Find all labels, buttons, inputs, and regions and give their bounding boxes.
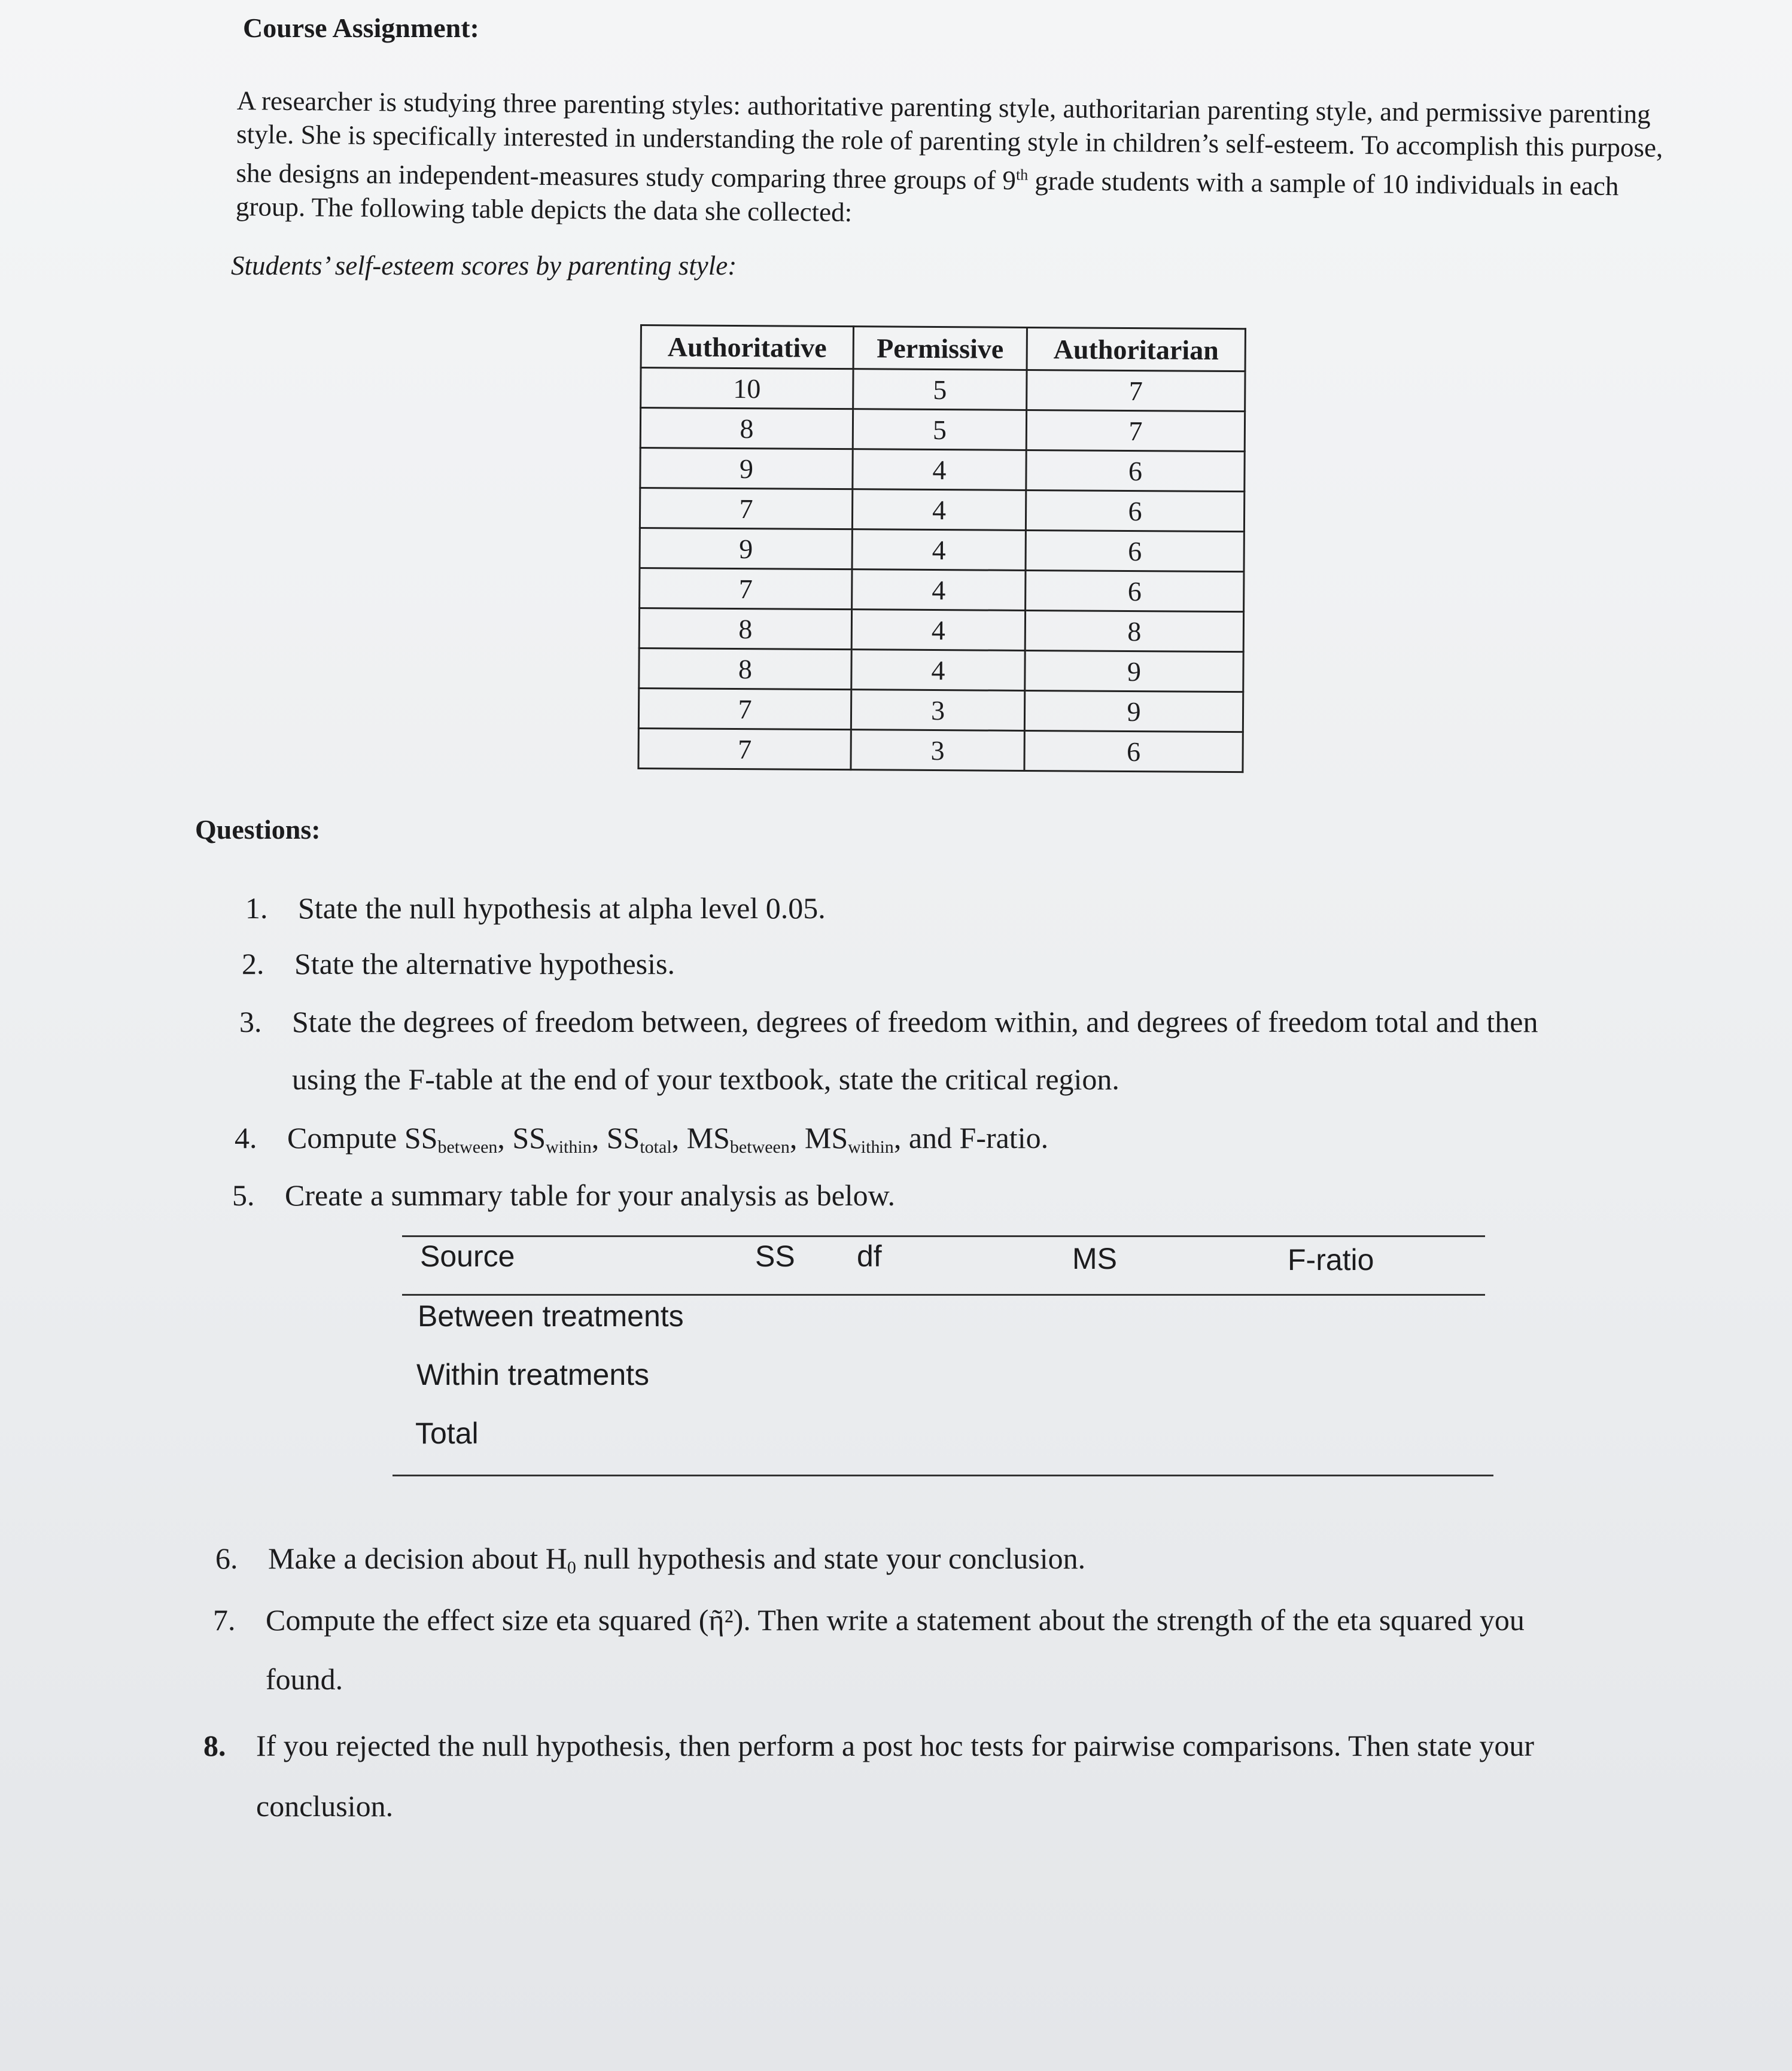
summary-header-ms: MS bbox=[1072, 1242, 1117, 1275]
intro-text-end: grade students with a sample of 10 individuals in each group. The following table depicts the data she collected: bbox=[235, 165, 1619, 227]
table-cell: 6 bbox=[1026, 450, 1245, 491]
question-text-end: null hypothesis and state your conclusion. bbox=[576, 1542, 1086, 1575]
question-text-line1: Compute the effect size eta squared (ῆ²). Then write a statement about the strength of the eta squared you bbox=[266, 1603, 1525, 1637]
intro-superscript: th bbox=[1015, 166, 1029, 184]
table-cell: 4 bbox=[851, 610, 1025, 651]
compute-text: Compute bbox=[287, 1121, 404, 1155]
summary-header-source: Source bbox=[420, 1239, 515, 1273]
summary-header-ss: SS bbox=[755, 1239, 795, 1273]
table-cell: 9 bbox=[640, 448, 853, 489]
table-cell: 7 bbox=[638, 728, 851, 769]
table-cell: 5 bbox=[853, 369, 1027, 410]
table-cell: 9 bbox=[1024, 690, 1243, 732]
h0-subscript: 0 bbox=[567, 1558, 576, 1577]
table-cell: 7 bbox=[638, 688, 851, 729]
question-text: State the null hypothesis at alpha level 0.05. bbox=[298, 891, 826, 925]
question-8-line2: conclusion. bbox=[256, 1789, 394, 1823]
table-cell: 6 bbox=[1024, 730, 1243, 772]
table-row bbox=[640, 408, 1245, 452]
table-row bbox=[640, 568, 1244, 612]
self-esteem-data-table bbox=[637, 324, 1246, 773]
separator: , bbox=[591, 1121, 607, 1155]
table-cell: 7 bbox=[640, 568, 852, 610]
table-cell: 3 bbox=[851, 730, 1024, 771]
table-row bbox=[638, 688, 1243, 732]
table-row bbox=[638, 728, 1243, 772]
table-cell: 8 bbox=[639, 648, 851, 689]
table-cell: 4 bbox=[852, 489, 1026, 531]
question-text-line1: If you rejected the null hypothesis, then perform a post hoc tests for pairwise comparisons. Then state your bbox=[256, 1729, 1535, 1762]
question-number: 5. bbox=[232, 1178, 255, 1212]
table-row bbox=[639, 608, 1243, 652]
summary-table bbox=[393, 1229, 1487, 1481]
table-cell: 3 bbox=[851, 690, 1024, 731]
sub-within: within bbox=[848, 1137, 894, 1157]
and-f-ratio: , and F-ratio. bbox=[893, 1121, 1049, 1155]
summary-bottom-rule bbox=[393, 1475, 1493, 1476]
table-cell: 8 bbox=[640, 408, 853, 449]
table-cell: 9 bbox=[640, 528, 852, 569]
question-2 bbox=[242, 946, 675, 982]
ss-label: SS bbox=[512, 1121, 546, 1155]
table-cell: 4 bbox=[852, 529, 1026, 571]
ss-label: SS bbox=[404, 1121, 438, 1155]
questions-heading: Questions: bbox=[195, 814, 321, 845]
table-cell: 4 bbox=[853, 449, 1026, 491]
separator: , bbox=[789, 1121, 805, 1155]
table-cell: 7 bbox=[640, 488, 852, 529]
question-text: Create a summary table for your analysis as below. bbox=[285, 1178, 896, 1212]
ms-label: MS bbox=[686, 1121, 730, 1155]
summary-row-within: Within treatments bbox=[416, 1358, 650, 1391]
table-cell: 4 bbox=[851, 650, 1025, 691]
question-4 bbox=[235, 1120, 1048, 1165]
question-text-line1: State the degrees of freedom between, degrees of freedom within, and degrees of freedom total and then bbox=[292, 1005, 1538, 1038]
intro-text: A researcher is studying three parenting styles: authoritative parenting style, authoritarian parenting style, and permissive parenting style. She is specifically interested in understanding the role of parenting style in children’s self-esteem. To accomplish this purpose, she designs an independent-measures study comparing three groups of 9 bbox=[236, 85, 1663, 196]
question-number: 2. bbox=[242, 947, 264, 980]
question-3 bbox=[239, 1004, 1538, 1040]
table-row bbox=[641, 368, 1245, 412]
question-text: State the alternative hypothesis. bbox=[294, 947, 675, 980]
summary-row-total: Total bbox=[415, 1417, 479, 1450]
table-row bbox=[640, 448, 1245, 492]
intro-paragraph bbox=[236, 84, 1667, 237]
table-cell: 6 bbox=[1026, 570, 1244, 611]
table-row bbox=[640, 528, 1244, 572]
question-number: 7. bbox=[213, 1603, 236, 1637]
table-row bbox=[639, 648, 1243, 692]
sub-within: within bbox=[546, 1137, 592, 1157]
summary-top-rule bbox=[402, 1235, 1485, 1237]
ms-label: MS bbox=[804, 1121, 848, 1155]
table-cell: 9 bbox=[1025, 650, 1243, 692]
table-cell: 4 bbox=[852, 569, 1026, 611]
course-assignment-heading: Course Assignment: bbox=[243, 13, 479, 43]
question-number: 3. bbox=[239, 1005, 262, 1038]
table-cell: 6 bbox=[1026, 490, 1244, 531]
table-caption: Students’ self-esteem scores by parenting style: bbox=[231, 251, 737, 281]
summary-header-rule bbox=[402, 1294, 1485, 1296]
question-1 bbox=[245, 890, 826, 926]
table-cell: 8 bbox=[639, 608, 851, 650]
table-cell: 8 bbox=[1025, 610, 1243, 651]
question-number: 4. bbox=[235, 1121, 257, 1155]
sub-total: total bbox=[640, 1137, 672, 1157]
sub-between: between bbox=[729, 1137, 790, 1157]
table-cell: 6 bbox=[1026, 530, 1244, 571]
question-8 bbox=[203, 1728, 1534, 1764]
table-cell: 7 bbox=[1027, 370, 1245, 411]
table-cell: 10 bbox=[641, 368, 853, 409]
separator: , bbox=[671, 1121, 687, 1155]
header-authoritative: Authoritative bbox=[641, 325, 853, 369]
question-text: Make a decision about H bbox=[268, 1542, 567, 1575]
question-number: 6. bbox=[215, 1542, 238, 1575]
table-cell: 7 bbox=[1026, 410, 1245, 451]
sub-between: between bbox=[437, 1137, 498, 1157]
header-authoritarian: Authoritarian bbox=[1027, 327, 1245, 371]
separator: , bbox=[497, 1121, 513, 1155]
question-7-line2: found. bbox=[266, 1662, 343, 1696]
question-7 bbox=[213, 1602, 1525, 1638]
question-3-line2: using the F-table at the end of your textbook, state the critical region. bbox=[292, 1062, 1119, 1096]
table-header-row bbox=[641, 325, 1245, 371]
summary-header-df: df bbox=[857, 1239, 882, 1273]
question-6 bbox=[215, 1540, 1085, 1586]
table-row bbox=[640, 488, 1244, 532]
question-number: 1. bbox=[245, 891, 268, 925]
ss-label: SS bbox=[606, 1121, 640, 1155]
summary-header-f-ratio: F-ratio bbox=[1288, 1243, 1374, 1277]
question-5 bbox=[232, 1177, 895, 1213]
summary-row-between: Between treatments bbox=[418, 1299, 684, 1333]
question-number: 8. bbox=[203, 1729, 226, 1762]
table-cell: 5 bbox=[853, 409, 1026, 450]
header-permissive: Permissive bbox=[853, 327, 1027, 370]
